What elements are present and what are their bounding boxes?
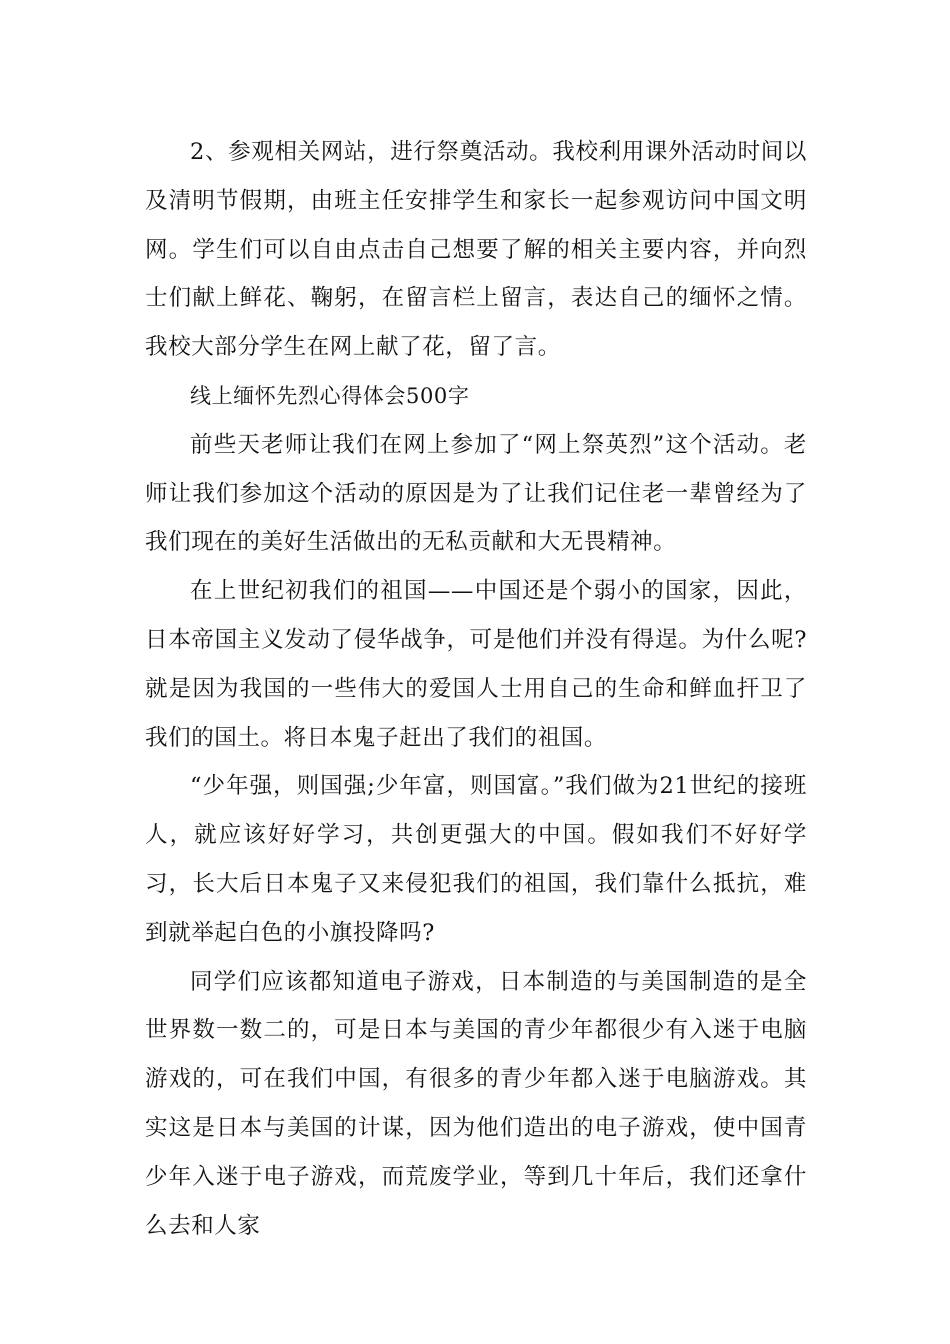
paragraph-history: 在上世纪初我们的祖国——中国还是个弱小的国家，因此，日本帝国主义发动了侵华战争，可是他们并没有得逞。为什么呢?就是因为我国的一些伟大的爱国人士用自己的生命和鲜血扞卫了我们的国土。将日本鬼子赶出了我们的祖国。 [145, 578, 807, 751]
paragraph-youth-strong: “少年强，则国强;少年富，则国富。”我们做为21世纪的接班人，就应该好好学习，共创更强大的中国。假如我们不好好学习，长大后日本鬼子又来侵犯我们的祖国，我们靠什么抵抗，难到就举起白色的小旗投降吗? [145, 773, 807, 946]
section-heading: 线上缅怀先烈心得体会500字 [190, 383, 470, 408]
document-body [145, 128, 807, 1250]
paragraph-video-games: 同学们应该都知道电子游戏，日本制造的与美国制造的是全世界数一数二的，可是日本与美国的青少年都很少有入迷于电脑游戏的，可在我们中国，有很多的青少年都入迷于电脑游戏。其实这是日本与美国的计谋，因为他们造出的电子游戏，使中国青少年入迷于电子游戏，而荒废学业，等到几十年后，我们还拿什么去和人家 [145, 968, 807, 1239]
paragraph-website-activity: 2、参观相关网站，进行祭奠活动。我校利用课外活动时间以及清明节假期，由班主任安排学生和家长一起参观访问中国文明网。学生们可以自由点击自己想要了解的相关主要内容，并向烈士们献上鲜花、鞠躬，在留言栏上留言，表达自己的缅怀之情。我校大部分学生在网上献了花，留了言。 [145, 139, 807, 361]
paragraph-online-memorial: 前些天老师让我们在网上参加了“网上祭英烈”这个活动。老师让我们参加这个活动的原因是为了让我们记住老一辈曾经为了我们现在的美好生活做出的无私贡献和大无畏精神。 [145, 431, 807, 556]
